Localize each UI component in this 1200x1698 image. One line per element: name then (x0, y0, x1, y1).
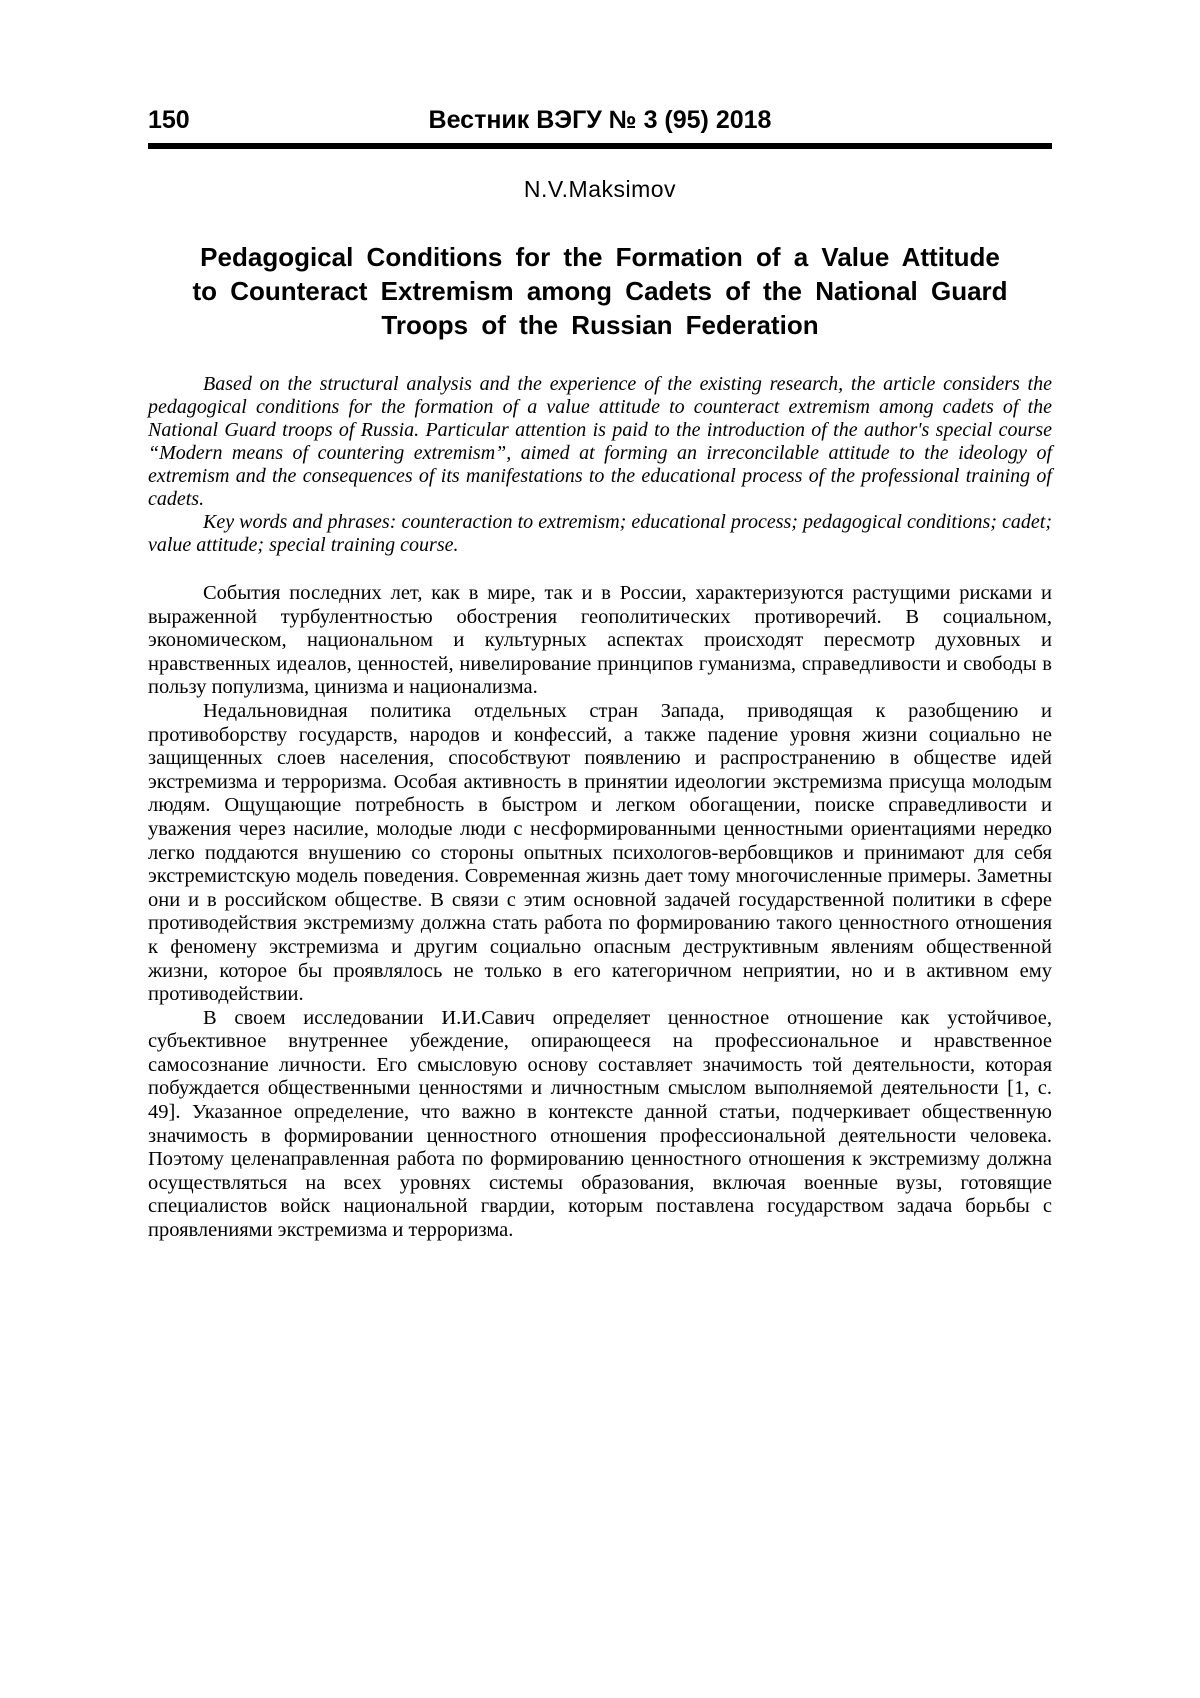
article-title (148, 240, 1052, 342)
article-body (148, 582, 1052, 1243)
article-title-line-1: Pedagogical Conditions for the Formation of a Value Attitude (200, 242, 1000, 272)
page-number: 150 (148, 106, 190, 134)
header-rule (148, 143, 1052, 149)
abstract-text: Based on the structural analysis and the experience of the existing research, the article considers the pedagogical conditions for the formation of a value attitude to counteract extremism among cadets of the National Guard troops of Russia. Particular attention is paid to the introduction of the author's special course “Modern means of countering extremism”, aimed at forming an irreconcilable attitude to the ideology of extremism and the consequences of its manifestations to the educational process of the professional training of cadets. (148, 373, 1052, 510)
body-paragraph-1: События последних лет, как в мире, так и в России, характеризуются растущими рисками и выраженной турбулентностью обострения геополитических противоречий. В социальном, экономическом, национальном и культурных аспектах происходят пересмотр духовных и нравственных идеалов, ценностей, нивелирование принципов гуманизма, справедливости и свободы в пользу популизма, цинизма и национализма. (148, 582, 1052, 699)
abstract-block (148, 373, 1052, 557)
body-paragraph-2: Недальновидная политика отдельных стран Запада, приводящая к разобщению и противоборству государств, народов и конфессий, а также падение уровня жизни социально не защищенных слоев населения, способствуют появлению и распространению в обществе идей экстремизма и терроризма. Особая активность в принятии идеологии экстремизма присуща молодым людям. Ощущающие потребность в быстром и легком обогащении, поиске справедливости и уважения через насилие, молодые люди с несформированными ценностными ориентациями нередко легко поддаются внушению со стороны опытных психологов-вербовщиков и принимают для себя экстремистскую модель поведения. Современная жизнь дает тому многочисленные примеры. Заметны они и в российском обществе. В связи с этим основной задачей государственной политики в сфере противодействия экстремизму должна стать работа по формированию такого ценностного отношения к феномену экстремизма и другим социально опасным деструктивным явлениям общественной жизни, которое бы проявлялось не только в его категоричном неприятии, но и в активном ему противодействии. (148, 699, 1052, 1006)
author-name: N.V.Maksimov (523, 176, 677, 202)
article-title-line-2: to Counteract Extremism among Cadets of the National Guard (192, 276, 1008, 306)
journal-title: Вестник ВЭГУ № 3 (95) 2018 (428, 106, 772, 134)
page-header (148, 106, 1052, 134)
keywords-text: Key words and phrases: counteraction to extremism; educational process; pedagogical conditions; cadet; value attitude; special training course. (148, 511, 1052, 556)
article-title-line-3: Troops of the Russian Federation (381, 310, 819, 340)
body-paragraph-3: В своем исследовании И.И.Савич определяет ценностное отношение как устойчивое, субъективное внутреннее убеждение, опирающееся на профессиональное и нравственное самосознание личности. Его смысловую основу составляет значимость той деятельности, которая побуждается общественными ценностями и личностным смыслом выполняемой деятельности [1, с. 49]. Указанное определение, что важно в контексте данной статьи, подчеркивает общественную значимость в формировании ценностного отношения профессиональной деятельности человека. Поэтому целенаправленная работа по формированию ценностного отношения к экстремизму должна осуществляться на всех уровнях системы образования, включая военные вузы, готовящие специалистов войск национальной гвардии, которым поставлена государством задача борьбы с проявлениями экстремизма и терроризма. (148, 1006, 1052, 1242)
